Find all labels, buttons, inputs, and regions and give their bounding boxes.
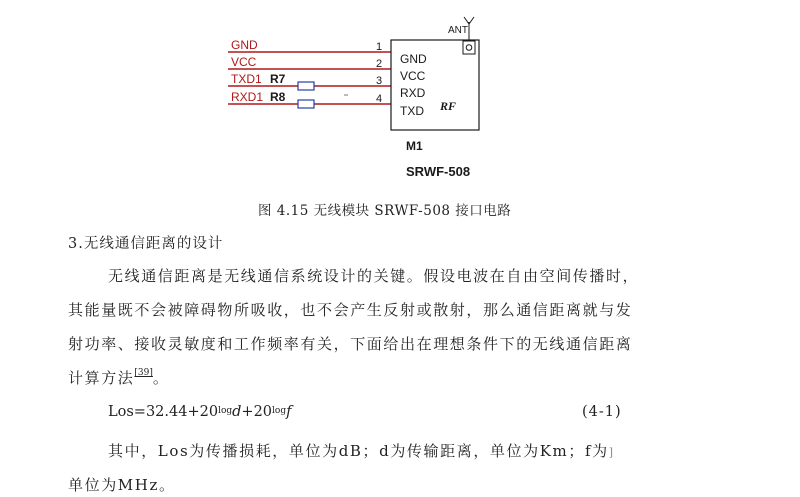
pin-number-2: 2 bbox=[376, 58, 383, 70]
pin-1-name: GND bbox=[400, 52, 427, 66]
formula-var: d bbox=[232, 404, 242, 420]
formula-log: log bbox=[272, 406, 287, 416]
pin-number-3: 3 bbox=[376, 75, 383, 87]
body-text: ] bbox=[608, 446, 615, 459]
body-paragraph-line bbox=[108, 440, 615, 461]
resistor-label-r8: R8 bbox=[270, 90, 286, 104]
antenna-pad bbox=[463, 41, 475, 54]
antenna-pad-hole bbox=[466, 45, 472, 51]
pin-4-name: TXD bbox=[400, 104, 424, 118]
pin-number-1: 1 bbox=[376, 41, 383, 53]
net-labels bbox=[231, 38, 382, 108]
body-paragraph-line: 射功率、接收灵敏度和工作频率有关，下面给出在理想条件下的无线通信距离 bbox=[68, 335, 633, 353]
body-paragraph-line: 其能量既不会被障碍物所吸收，也不会产生反射或散射，那么通信距离就与发 bbox=[68, 301, 633, 319]
body-text: 。 bbox=[152, 369, 170, 387]
net-label-txd1: TXD1 bbox=[231, 72, 262, 86]
rf-label: RF bbox=[440, 99, 457, 113]
body-text: 计算方法 bbox=[68, 369, 135, 387]
pin-number-4: 4 bbox=[376, 93, 383, 105]
formula-plus: +20 bbox=[241, 404, 273, 420]
body-text: 其中，Los为传播损耗，单位为dB；d为传输距离，单位为Km；f为 bbox=[108, 442, 609, 460]
section-heading: 3.无线通信距离的设计 bbox=[68, 236, 224, 252]
equation-number: (4-1) bbox=[582, 404, 622, 420]
formula-lhs: Los=32.44+20 bbox=[108, 404, 219, 420]
antenna-label: ANT bbox=[448, 25, 468, 36]
formula-var: f bbox=[286, 404, 292, 420]
pin-2-name: VCC bbox=[400, 69, 426, 83]
net-label-gnd: GND bbox=[231, 38, 258, 52]
module-ref: M1 bbox=[406, 139, 423, 153]
net-label-vcc: VCC bbox=[231, 55, 257, 69]
formula bbox=[108, 404, 291, 420]
figure-caption: 图 4.15 无线模块 SRWF-508 接口电路 bbox=[258, 203, 512, 219]
pin-3-name: RXD bbox=[400, 86, 426, 100]
formula-log: log bbox=[218, 406, 233, 416]
resistor-r8-body bbox=[298, 100, 314, 108]
module-name: SRWF-508 bbox=[406, 164, 471, 179]
body-paragraph-line bbox=[68, 367, 170, 388]
citation-link[interactable]: [39] bbox=[134, 368, 153, 378]
interface-circuit-diagram bbox=[0, 0, 800, 200]
resistor-r7-body bbox=[298, 82, 314, 90]
resistor-label-r7: R7 bbox=[270, 72, 286, 86]
body-paragraph-line: 单位为MHz。 bbox=[68, 476, 176, 494]
net-label-rxd1: RXD1 bbox=[231, 90, 264, 104]
body-paragraph-line: 无线通信距离是无线通信系统设计的关键。假设电波在自由空间传播时， bbox=[108, 267, 640, 285]
